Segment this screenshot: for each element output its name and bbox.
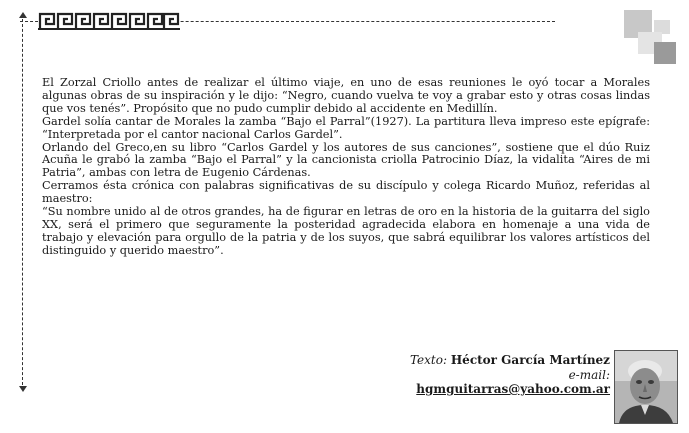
email-link[interactable]: hgmguitarras@yahoo.com.ar (416, 382, 610, 396)
article-paragraph: Cerramos ésta crónica con palabras significativas de su discípulo y colega Ricardo Muñoz, referidas al maestro: (42, 179, 650, 206)
arrow-down-icon (19, 386, 27, 392)
author-photo-icon (615, 351, 677, 423)
arrow-up-icon (19, 12, 27, 18)
article-paragraph: “Su nombre unido al de otros grandes, ha de figurar en letras de oro en la historia de la guitarra del siglo XX, será el primero que seguramente la posteridad agradecida elabora en homenaje a una vida de trabajo y elevación para orgullo de la patria y de los suyos, que sabrá equilibrar los valores artísticos del distinguido y querido maestro”. (42, 205, 650, 257)
author-portrait (614, 350, 678, 424)
article-paragraph: Gardel solía cantar de Morales la zamba “Bajo el Parral”(1927). La partitura lleva impreso este epígrafe: “Interpretada por el cantor nacional Carlos Gardel”. (42, 114, 650, 141)
author-name: Héctor García Martínez (450, 353, 610, 367)
author-line (410, 353, 610, 368)
email-label: e-mail: (568, 367, 610, 382)
left-dashed-rule (22, 14, 23, 390)
article-paragraph: Orlando del Greco,en su libro “Carlos Gardel y los autores de sus canciones”, sostiene que el dúo Ruiz Acuña le grabó la zamba “Bajo el Parral” y la cancionista criolla Patrocinio Díaz, la vidalita “Aires de mi Patria”, ambas con letra de Eugenio Cárdenas. (42, 140, 650, 180)
greek-key-ornament-icon (38, 12, 180, 30)
deco-square (654, 42, 676, 64)
decorative-squares-icon (624, 10, 678, 66)
author-signature (410, 353, 610, 397)
article-paragraph: El Zorzal Criollo antes de realizar el último viaje, en uno de esas reuniones le oyó tocar a Morales algunas obras de su inspiración y le dijo: “Negro, cuando vuelva te voy a grabar esto y otras cosas lindas que vos tenés”. Propósito que no pudo cumplir debido al accidente en Medillín. (42, 76, 650, 115)
author-label: Texto: (409, 353, 448, 367)
article-body (42, 77, 650, 258)
